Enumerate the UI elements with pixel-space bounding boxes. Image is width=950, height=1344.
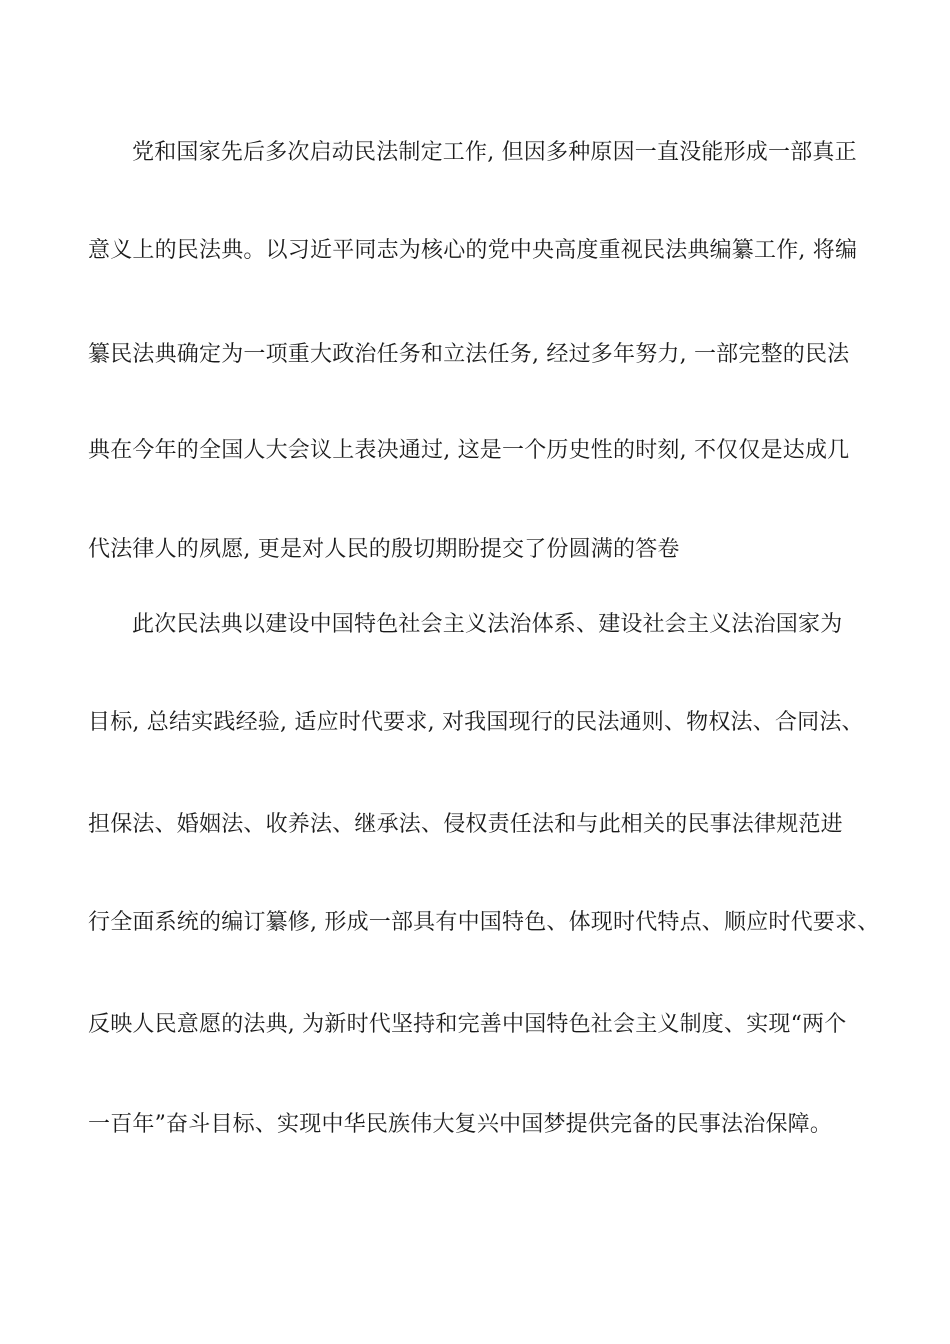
paragraph-2-line-1: 此次民法典以建设中国特色社会主义法治体系、建设社会主义法治国家为 [132, 612, 843, 637]
paragraph-2-line-6: 一百年”奋斗目标、实现中华民族伟大复兴中国梦提供完备的民事法治保障。 [88, 1112, 833, 1137]
paragraph-1-line-1: 党和国家先后多次启动民法制定工作, 但因多种原因一直没能形成一部真正 [132, 140, 857, 165]
paragraph-1-line-5: 代法律人的夙愿, 更是对人民的殷切期盼提交了份圆满的答卷 [88, 537, 680, 562]
paragraph-1-line-2: 意义上的民法典。以习近平同志为核心的党中央高度重视民法典编纂工作, 将编 [88, 238, 858, 263]
paragraph-2-line-5: 反映人民意愿的法典, 为新时代坚持和完善中国特色社会主义制度、实现“两个 [88, 1012, 847, 1037]
paragraph-1-line-3: 纂民法典确定为一项重大政治任务和立法任务, 经过多年努力, 一部完整的民法 [88, 342, 850, 367]
paragraph-2-line-4: 行全面系统的编订纂修, 形成一部具有中国特色、体现时代特点、顺应时代要求、 [88, 910, 880, 935]
paragraph-2-line-3: 担保法、婚姻法、收养法、继承法、侵权责任法和与此相关的民事法律规范进 [88, 812, 843, 837]
paragraph-1-line-4: 典在今年的全国人大会议上表决通过, 这是一个历史性的时刻, 不仅仅是达成几 [88, 438, 850, 463]
paragraph-2-line-2: 目标, 总结实践经验, 适应时代要求, 对我国现行的民法通则、物权法、合同法、 [88, 710, 864, 735]
